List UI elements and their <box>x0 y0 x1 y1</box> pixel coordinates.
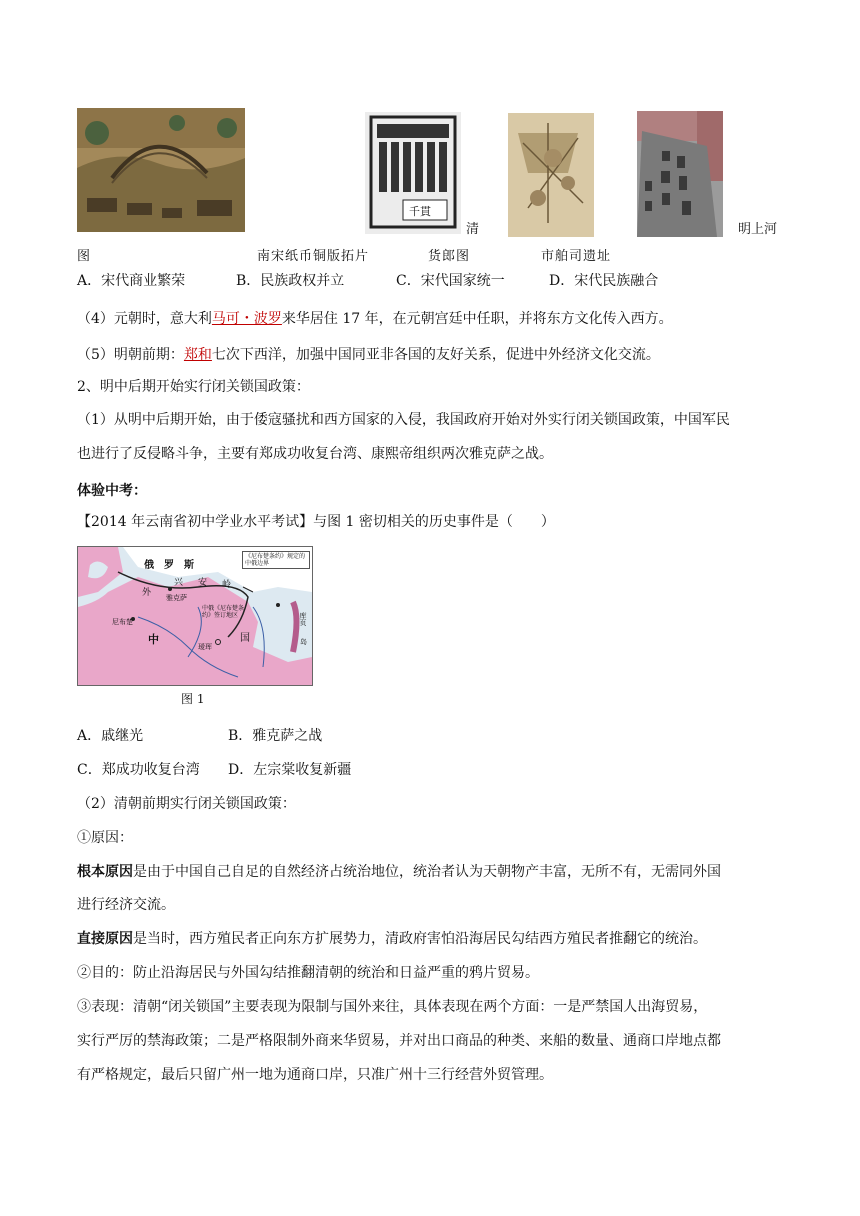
caption-qingming-bottom: 图 <box>77 249 91 264</box>
figure-1-caption: 图 1 <box>181 692 205 706</box>
section-2-p1-line1: （1）从明中后期开始，由于倭寇骚扰和西方国家的入侵，我国政府开始对外实行闭关锁国政策，中国军民 <box>77 412 730 428</box>
qing-title: （2）清朝前期实行闭关锁国政策： <box>77 796 296 812</box>
section-2-p1-line2: 也进行了反侵略斗争，主要有郑成功收复台湾、康熙帝组织两次雅克萨之战。 <box>77 446 553 462</box>
map-label-an: 安 <box>198 578 208 588</box>
map-label-china-2: 国 <box>240 633 250 644</box>
map-label-china: 中 <box>148 633 159 646</box>
paper-money-rubbing-image <box>365 112 461 234</box>
qing-expression-line2: 实行严厉的禁海政策；二是严格限制外商来华贸易，并对出口商品的种类、来船的数量、通商口岸地点都 <box>77 1033 721 1049</box>
q1-option-d: D．宋代民族融合 <box>549 273 659 289</box>
map-legend-title: 《尼布楚条约》规定的中俄边界 <box>245 553 306 567</box>
q1-option-a: A．宋代商业繁荣 <box>77 273 186 289</box>
qing-cause-title: ①原因： <box>77 830 133 846</box>
yuan-suffix: 来华居住 17 年，在元朝宫廷中任职，并将东方文化传入西方。 <box>281 311 673 327</box>
caption-qing: 清 <box>466 222 480 237</box>
qing-purpose: ②目的：防止沿海居民与外国勾结推翻清朝的统治和日益严重的鸦片贸易。 <box>77 965 539 981</box>
map-label-xing: 兴 <box>174 578 184 588</box>
caption-qingming-top: 明上河 <box>738 222 778 237</box>
qingming-painting-image <box>77 108 245 232</box>
ming-prefix: （5）明朝前期： <box>77 347 184 363</box>
map-legend <box>242 551 310 569</box>
qing-expression-line3: 有严格规定，最后只留广州一地为通商口岸，只准广州十三行经营外贸管理。 <box>77 1067 553 1083</box>
q2-option-a: A．戚继光 <box>77 728 144 744</box>
q2-options-row2 <box>77 760 352 780</box>
section-2-title: 2、明中后期开始实行闭关锁国政策： <box>77 379 310 395</box>
qing-root-cause-line1 <box>77 862 721 882</box>
ming-paragraph <box>77 345 660 365</box>
q1-option-b: B．民族政权并立 <box>236 273 345 289</box>
shibosi-ruins-image <box>637 111 723 237</box>
q1-options <box>77 271 659 291</box>
q2-option-d: D．左宗棠收复新疆 <box>228 762 352 778</box>
direct-cause-text: 是当时，西方殖民者正向东方扩展势力，清政府害怕沿海居民勾结西方殖民者推翻它的统治。 <box>133 931 707 947</box>
figure-1-map <box>77 546 313 686</box>
qing-expression-line1: ③表现：清朝“闭关锁国”主要表现为限制与国外来往，具体表现在两个方面：一是严禁国人出海贸易， <box>77 999 708 1015</box>
ming-suffix: 七次下西洋，加强中国同亚非各国的友好关系，促进中外经济文化交流。 <box>211 347 660 363</box>
paper-money-stamp-text: 千貫 <box>409 205 431 218</box>
direct-cause-label: 直接原因 <box>77 931 133 947</box>
root-cause-text: 是由于中国自己自足的自然经济占统治地位，统治者认为天朝物产丰富，无所不有，无需同外国 <box>133 864 721 880</box>
caption-shibosi: 市舶司遗址 <box>541 249 612 264</box>
q2-option-c: C．郑成功收复台湾 <box>77 762 200 778</box>
map-label-island: 岛 <box>300 638 307 646</box>
root-cause-label: 根本原因 <box>77 864 133 880</box>
zheng-he-link[interactable]: 郑和 <box>183 347 212 363</box>
map-note: 中俄《尼布楚条约》签订地区 <box>202 605 245 619</box>
q2-options-row1 <box>77 726 323 746</box>
map-label-aihui: 瑷珲 <box>198 643 212 651</box>
map-label-russia: 俄 罗 斯 <box>144 560 194 571</box>
map-label-nerchinsk: 尼布楚 <box>112 618 133 626</box>
map-label-yakesa: 雅克萨 <box>166 594 187 602</box>
map-label-ling: 岭 <box>222 580 232 590</box>
map-label-wai: 外 <box>142 588 152 598</box>
caption-paper-money: 南宋纸币铜版拓片 <box>257 249 370 264</box>
exam-question: 【2014 年云南省初中学业水平考试】与图 1 密切相关的历史事件是（ ） <box>77 514 555 530</box>
huolang-painting-image <box>508 113 594 237</box>
map-label-kuye: 库页 <box>299 612 307 626</box>
marco-polo-link[interactable]: 马可・波罗 <box>211 311 282 327</box>
q2-option-b: B．雅克萨之战 <box>228 728 323 744</box>
yuan-prefix: （4）元朝时，意大利 <box>77 311 212 327</box>
yuan-paragraph <box>77 309 673 329</box>
caption-huolang: 货郎图 <box>428 249 471 264</box>
qing-root-cause-line2: 进行经济交流。 <box>77 897 175 913</box>
q1-option-c: C．宋代国家统一 <box>396 273 505 289</box>
qing-direct-cause <box>77 929 707 949</box>
exam-title: 体验中考： <box>77 483 147 499</box>
